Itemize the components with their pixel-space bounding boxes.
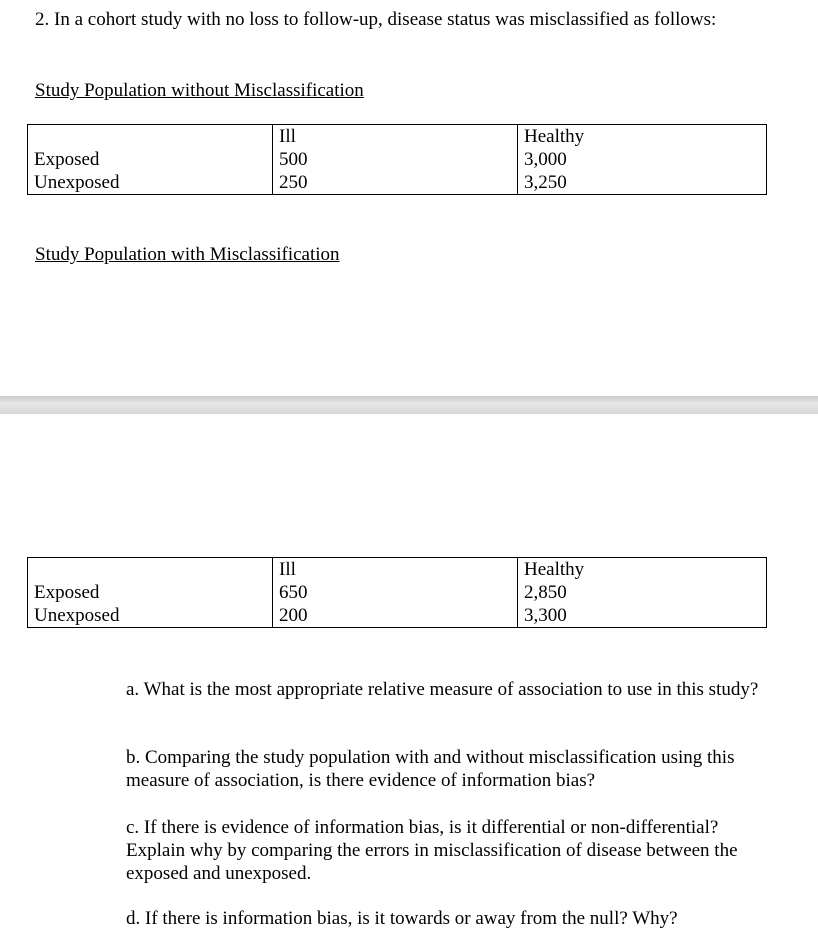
table2-exposed-healthy-value: 2,850 (524, 582, 567, 603)
table2-row (28, 558, 767, 628)
table2-heading: Study Population with Misclassification (35, 244, 340, 265)
table2-col-ill-header: Ill (279, 559, 296, 580)
table2-row-exposed-label: Exposed (34, 582, 100, 603)
table1-row-unexposed-label: Unexposed (34, 172, 120, 193)
table1-unexposed-ill-value: 250 (279, 172, 308, 193)
table1-exposed-healthy-value: 3,000 (524, 149, 567, 170)
question-intro: 2. In a cohort study with no loss to follow-up, disease status was misclassified as follows: (35, 9, 717, 30)
question-c: c. If there is evidence of information bias, is it differential or non-differential? Explain why by comparing the errors in misclassification of disease between the exposed and unexposed. (126, 817, 738, 884)
table1-col-ill-header: Ill (279, 126, 296, 147)
table1-unexposed-healthy-value: 3,250 (524, 172, 567, 193)
table-with-misclassification (27, 557, 767, 628)
table2-row-unexposed-label: Unexposed (34, 605, 120, 626)
table-without-misclassification (27, 124, 767, 195)
table1-row-exposed-label: Exposed (34, 149, 100, 170)
table2-exposed-ill-value: 650 (279, 582, 308, 603)
question-d: d. If there is information bias, is it towards or away from the null? Why? (126, 908, 678, 929)
table1-heading: Study Population without Misclassification (35, 80, 364, 101)
table1-row (28, 125, 767, 195)
question-b: b. Comparing the study population with and without misclassification using this measure of association, is there evidence of information bias? (126, 747, 735, 791)
question-a: a. What is the most appropriate relative measure of association to use in this study? (126, 679, 759, 700)
table2-col-healthy-header: Healthy (524, 559, 585, 580)
page-divider (0, 396, 818, 414)
table2-unexposed-ill-value: 200 (279, 605, 308, 626)
table1-exposed-ill-value: 500 (279, 149, 308, 170)
table1-col-healthy-header: Healthy (524, 126, 585, 147)
table2-unexposed-healthy-value: 3,300 (524, 605, 567, 626)
